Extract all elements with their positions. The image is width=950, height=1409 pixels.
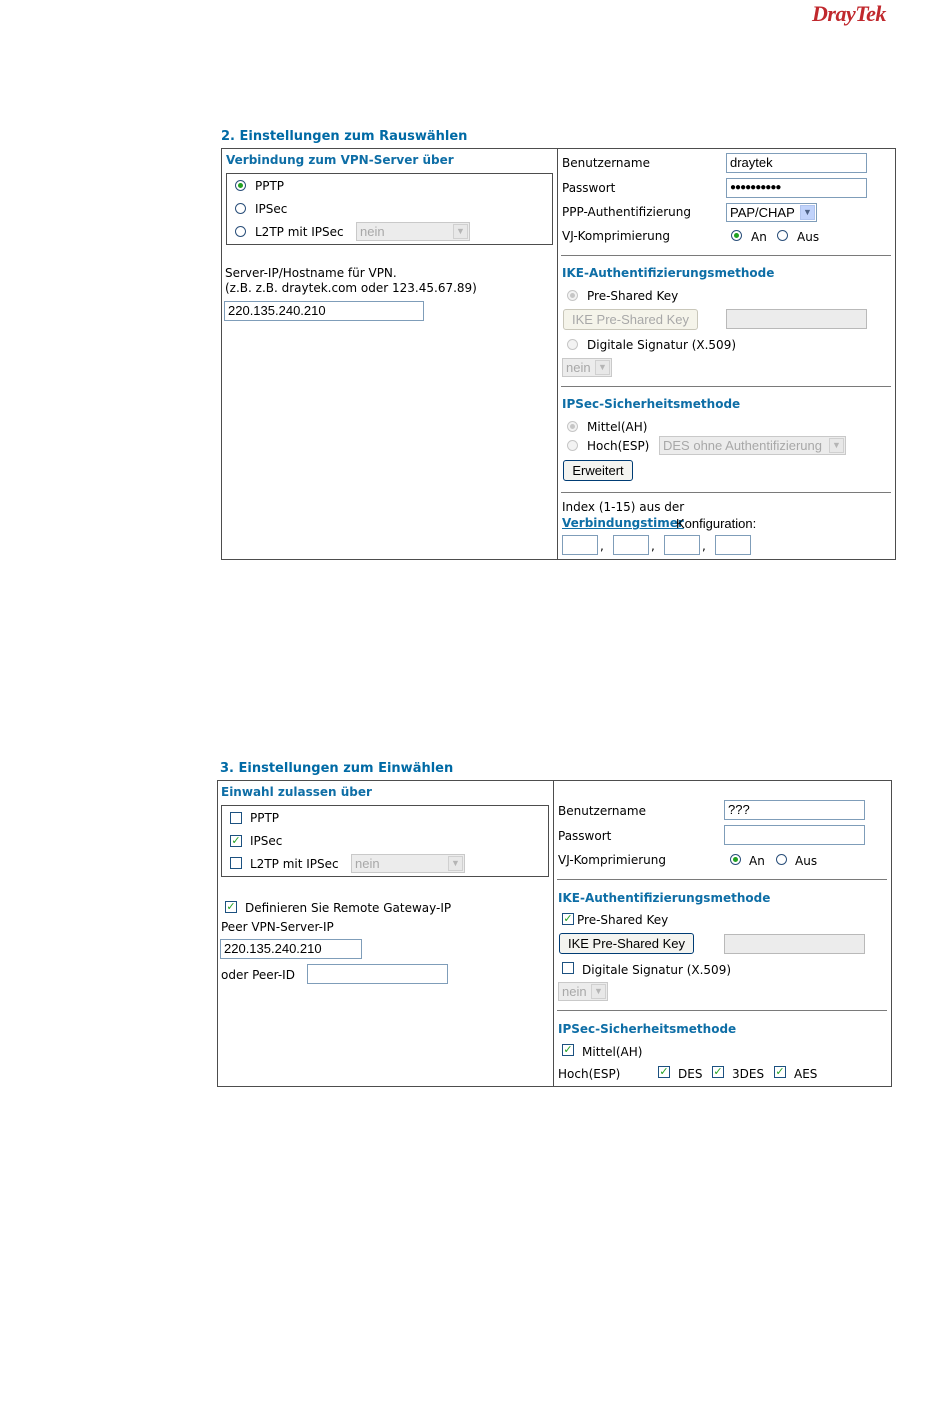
dialin-vj-on-label: An bbox=[749, 854, 765, 868]
dialin-l2tp-select[interactable] bbox=[351, 854, 465, 873]
dialin-vj-off-radio[interactable] bbox=[776, 854, 787, 865]
dialin-digital-sig-label: Digitale Signatur (X.509) bbox=[582, 963, 732, 977]
chevron-down-icon: ▼ bbox=[453, 224, 468, 239]
dialin-medium-checkbox[interactable]: ✓ bbox=[563, 1043, 573, 1056]
dialout-l2tp-select[interactable] bbox=[356, 222, 470, 241]
chevron-down-icon: ▼ bbox=[800, 205, 815, 220]
dialin-ipsec-label: IPSec bbox=[250, 834, 283, 848]
dialin-vj-label: VJ-Komprimierung bbox=[558, 853, 667, 867]
chevron-down-icon: ▼ bbox=[595, 360, 610, 375]
dialout-index-text: Index (1-15) aus der bbox=[562, 500, 685, 514]
dialin-medium-label: Mittel(AH) bbox=[582, 1045, 643, 1059]
dialin-l2tp-select-value: nein bbox=[355, 856, 380, 871]
divider bbox=[561, 386, 891, 387]
chevron-down-icon: ▼ bbox=[591, 984, 606, 999]
dialin-ike-psk-button[interactable]: IKE Pre-Shared Key bbox=[559, 933, 694, 954]
dialin-ike-psk-input[interactable] bbox=[724, 934, 865, 954]
dialin-aes-label: AES bbox=[794, 1067, 818, 1081]
dialin-l2tp-label: L2TP mit IPSec bbox=[250, 857, 339, 871]
dialin-digital-sig-value: nein bbox=[562, 984, 587, 999]
dialin-digital-sig-select[interactable] bbox=[558, 982, 608, 1001]
dialout-vj-off-label: Aus bbox=[797, 230, 820, 244]
dialout-digital-sig-radio[interactable] bbox=[567, 339, 578, 350]
dialout-ipsec-label: IPSec bbox=[255, 202, 288, 216]
dialout-pptp-label: PPTP bbox=[255, 179, 285, 193]
dialin-define-remote-checkbox[interactable]: ✓ bbox=[226, 900, 236, 913]
dialout-digital-sig-label: Digitale Signatur (X.509) bbox=[587, 338, 737, 352]
dialout-timer-index-4[interactable] bbox=[715, 535, 751, 555]
dialin-username-label: Benutzername bbox=[558, 804, 646, 818]
dialout-medium-radio[interactable] bbox=[567, 421, 578, 432]
dialout-vj-off-radio[interactable] bbox=[777, 230, 788, 241]
dialout-vj-on-label: An bbox=[751, 230, 767, 244]
dialout-password-label: Passwort bbox=[562, 181, 616, 195]
dialout-high-label: Hoch(ESP) bbox=[587, 439, 650, 453]
dialout-ike-psk-button[interactable]: IKE Pre-Shared Key bbox=[563, 309, 698, 330]
dialout-pptp-radio[interactable] bbox=[235, 180, 246, 191]
dialin-psk-label: Pre-Shared Key bbox=[577, 913, 669, 927]
dialout-server-input[interactable]: 220.135.240.210 bbox=[224, 301, 424, 321]
dialout-ppp-auth-label: PPP-Authentifizierung bbox=[562, 205, 691, 219]
divider bbox=[557, 1010, 887, 1011]
dialin-pptp-label: PPTP bbox=[250, 811, 280, 825]
dialout-high-select[interactable] bbox=[659, 436, 846, 455]
dialin-aes-checkbox[interactable]: ✓ bbox=[775, 1065, 785, 1078]
dialout-l2tp-label: L2TP mit IPSec bbox=[255, 225, 344, 239]
dialin-des-label: DES bbox=[678, 1067, 703, 1081]
separator: , bbox=[702, 539, 706, 553]
dialout-vj-on-radio[interactable] bbox=[731, 230, 742, 241]
dialout-timer-index-3[interactable] bbox=[664, 535, 700, 555]
dialout-username-label: Benutzername bbox=[562, 156, 650, 170]
dialout-ike-psk-input[interactable] bbox=[726, 309, 867, 329]
dialin-peer-id-label: oder Peer-ID bbox=[221, 968, 295, 982]
dialout-vj-label: VJ-Komprimierung bbox=[562, 229, 671, 243]
dialin-high-label: Hoch(ESP) bbox=[558, 1067, 621, 1081]
dialout-high-select-value: DES ohne Authentifizierung bbox=[663, 438, 822, 453]
dialout-ppp-auth-value: PAP/CHAP bbox=[730, 205, 795, 220]
dialin-define-remote-label: Definieren Sie Remote Gateway-IP bbox=[245, 901, 452, 915]
dialout-timer-index-1[interactable] bbox=[562, 535, 598, 555]
dialin-ike-heading: IKE-Authentifizierungsmethode bbox=[558, 891, 771, 905]
dialin-digital-sig-checkbox[interactable] bbox=[562, 962, 574, 974]
draytek-logo: DrayTek bbox=[812, 1, 886, 26]
dialin-password-label: Passwort bbox=[558, 829, 612, 843]
dialin-section-title: 3. Einstellungen zum Einwählen bbox=[220, 761, 454, 776]
dialout-timer-index-2[interactable] bbox=[613, 535, 649, 555]
dialout-section-title: 2. Einstellungen zum Rauswählen bbox=[221, 129, 468, 144]
separator: , bbox=[651, 539, 655, 553]
divider bbox=[557, 879, 887, 880]
dialout-divider bbox=[557, 148, 558, 560]
chevron-down-icon: ▼ bbox=[829, 438, 844, 453]
dialout-config-text: Konfiguration: bbox=[676, 516, 757, 531]
dialin-divider bbox=[553, 780, 554, 1087]
dialin-pptp-checkbox[interactable] bbox=[230, 812, 242, 824]
dialin-l2tp-checkbox[interactable] bbox=[230, 857, 242, 869]
dialin-vj-on-radio[interactable] bbox=[730, 854, 741, 865]
dialin-des-checkbox[interactable]: ✓ bbox=[659, 1065, 669, 1078]
dialout-advanced-button[interactable]: Erweitert bbox=[563, 460, 633, 481]
dialin-allow-heading: Einwahl zulassen über bbox=[221, 785, 372, 799]
dialout-ppp-auth-select[interactable] bbox=[726, 203, 817, 222]
dialout-ike-heading: IKE-Authentifizierungsmethode bbox=[562, 266, 775, 280]
dialin-3des-label: 3DES bbox=[732, 1067, 765, 1081]
dialout-server-label: Server-IP/Hostname für VPN. bbox=[225, 266, 397, 280]
dialout-medium-label: Mittel(AH) bbox=[587, 420, 648, 434]
dialout-psk-label: Pre-Shared Key bbox=[587, 289, 679, 303]
dialin-ipsec-checkbox[interactable]: ✓ bbox=[231, 834, 241, 847]
dialout-timer-link[interactable]: Verbindungstimer bbox=[562, 516, 684, 530]
dialout-l2tp-select-value: nein bbox=[360, 224, 385, 239]
dialin-username-input[interactable]: ??? bbox=[724, 800, 865, 820]
dialin-vj-off-label: Aus bbox=[795, 854, 818, 868]
dialin-3des-checkbox[interactable]: ✓ bbox=[713, 1065, 723, 1078]
dialout-digital-sig-value: nein bbox=[566, 360, 591, 375]
dialout-server-hint: (z.B. z.B. draytek.com oder 123.45.67.89) bbox=[225, 281, 477, 295]
divider bbox=[561, 255, 891, 256]
chevron-down-icon: ▼ bbox=[448, 856, 463, 871]
dialout-password-input[interactable]: ●●●●●●●●●● bbox=[726, 178, 867, 198]
dialin-psk-checkbox[interactable]: ✓ bbox=[563, 912, 573, 925]
dialout-l2tp-radio[interactable] bbox=[235, 226, 246, 237]
dialout-digital-sig-select[interactable] bbox=[562, 358, 612, 377]
dialout-high-radio[interactable] bbox=[567, 440, 578, 451]
dialout-connection-heading: Verbindung zum VPN-Server über bbox=[226, 153, 454, 167]
dialin-ipsec-heading: IPSec-Sicherheitsmethode bbox=[558, 1022, 737, 1036]
dialin-peer-id-input[interactable] bbox=[307, 964, 448, 984]
dialout-ipsec-heading: IPSec-Sicherheitsmethode bbox=[562, 397, 741, 411]
dialout-psk-radio[interactable] bbox=[567, 290, 578, 301]
dialin-peer-ip-label: Peer VPN-Server-IP bbox=[221, 920, 334, 934]
divider bbox=[561, 492, 891, 493]
dialin-peer-ip-input[interactable]: 220.135.240.210 bbox=[220, 939, 362, 959]
dialin-password-input[interactable] bbox=[724, 825, 865, 845]
dialout-username-input[interactable]: draytek bbox=[726, 153, 867, 173]
dialout-ipsec-radio[interactable] bbox=[235, 203, 246, 214]
separator: , bbox=[600, 539, 604, 553]
